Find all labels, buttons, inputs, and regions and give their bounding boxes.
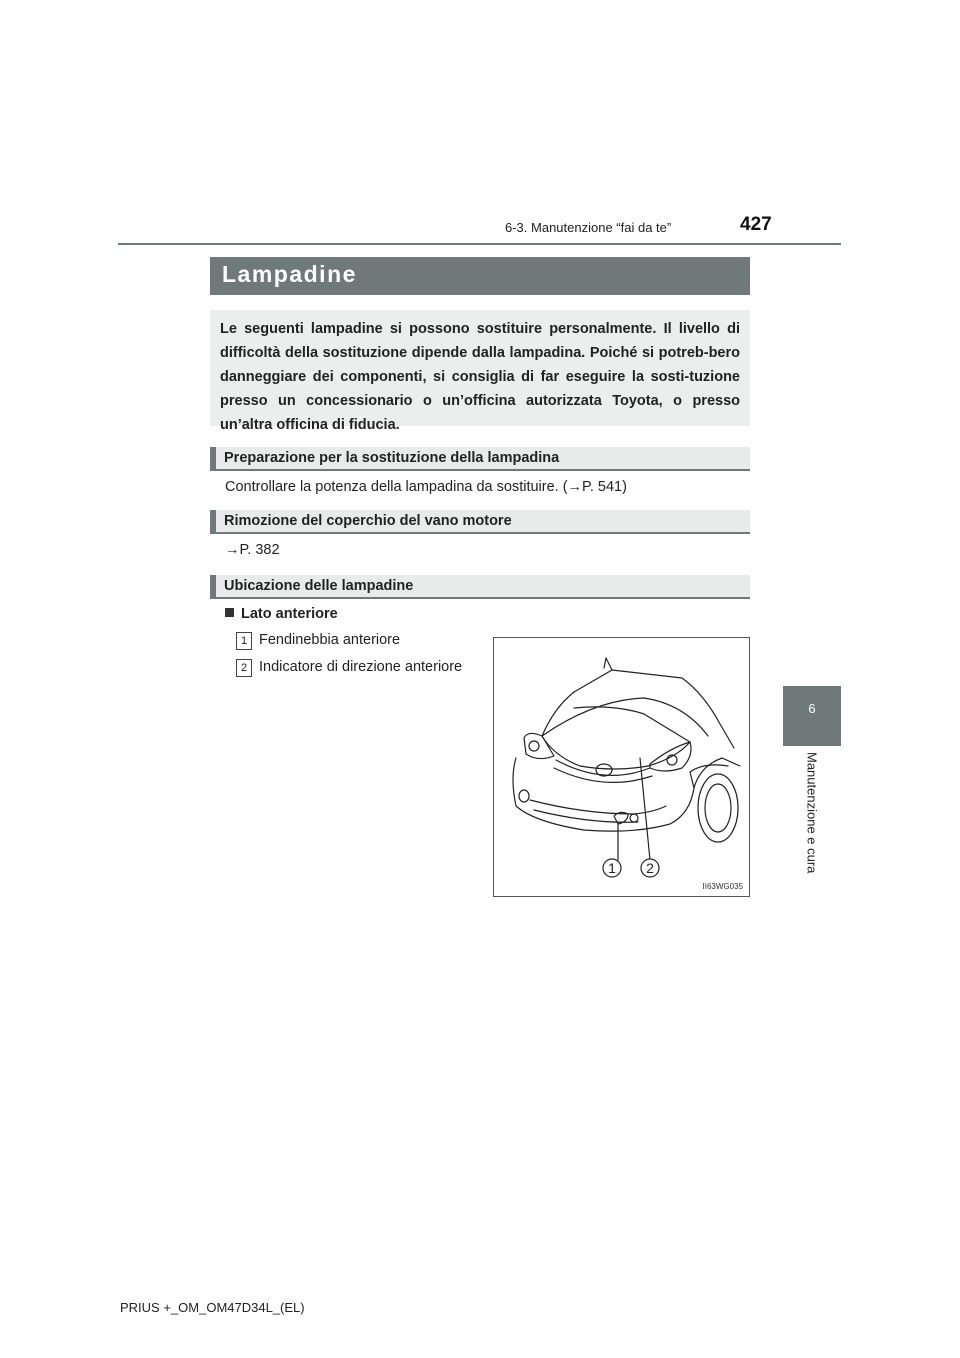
section-text-preparation: Controllare la potenza della lampadina da sostituire. (→P. 541) [225,479,627,495]
running-header-section: 6-3. Manutenzione “fai da te” [505,220,672,235]
page-title: Lampadine [222,261,357,287]
intro-text: Le seguenti lampadine si possono sostituire personalmente. Il livello di difficoltà della sostituzione dipende dalla lampadina. Poiché si potreb-bero danneggiare dei componenti, si consiglia di far eseguire la sosti-tuzione presso un concessionario o un’officina autorizzata Toyota, o presso un’altra officina di fiducia. [220,321,740,433]
document-footer: PRIUS +_OM_OM47D34L_(EL) [120,1300,305,1315]
item-label-fog-light: Fendinebbia anteriore [259,632,401,648]
section-heading-bulb-location [210,575,750,599]
chapter-tab-label-text: Manutenzione e cura [804,752,820,874]
section-heading-text: Preparazione per la sostituzione della lampadina [224,450,560,466]
chapter-tab: 6 [783,686,841,746]
chapter-tab-label [792,752,832,882]
car-front-drawing [494,638,749,896]
page-number: 427 [740,214,772,235]
header-rule [118,243,841,245]
subheading-front-side [225,606,338,622]
section-heading-hood-cover [210,510,750,534]
section-heading-text: Ubicazione delle lampadine [224,578,414,594]
item-number-badge: 1 [236,632,252,650]
car-front-illustration [493,637,750,897]
section-heading-preparation [210,447,750,471]
section-heading-text: Rimozione del coperchio del vano motore [224,513,512,529]
figure-code: II63WG035 [702,882,743,891]
callout-2: 2 [646,860,654,876]
callout-1: 1 [608,860,616,876]
subheading-text: Lato anteriore [241,606,338,622]
intro-box [210,310,750,433]
item-label-turn-signal: Indicatore di direzione anteriore [259,659,463,675]
page-title-bar [210,257,750,295]
section-text-hood-cover: →P. 382 [225,542,280,558]
square-bullet-icon [225,608,234,617]
item-number-badge: 2 [236,659,252,677]
